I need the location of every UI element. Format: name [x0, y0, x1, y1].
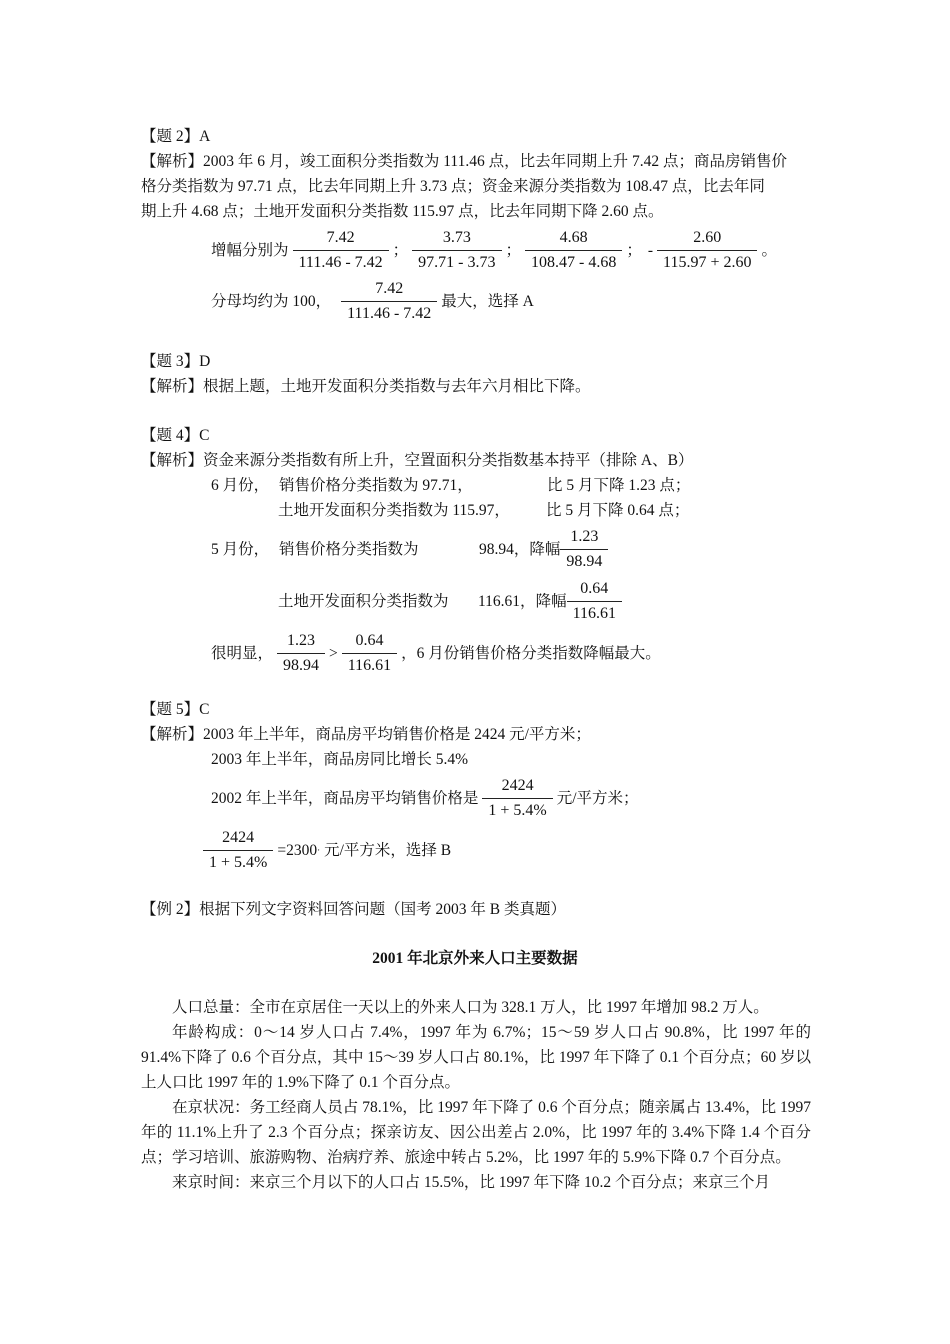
denominator: 1 + 5.4%: [482, 798, 552, 823]
june-sales: 销售价格分类指数为 97.71，: [279, 477, 473, 494]
q4-compare-left: [277, 629, 325, 678]
june-label: 6 月份，: [211, 477, 270, 494]
numerator: 7.42: [326, 228, 355, 246]
q4-section: [141, 423, 811, 679]
numerator: 7.42: [375, 279, 404, 297]
q3-section: [141, 349, 811, 399]
numerator: 2424: [501, 776, 534, 794]
may-label: 5 月份，: [211, 540, 270, 558]
separator: ；: [392, 241, 409, 259]
period: 。: [761, 241, 777, 259]
q2-analysis-line-3: 期上升 4.68 点；土地开发面积分类指数 115.97 点，比去年同期下降 2.60 点。: [141, 203, 664, 220]
q4-may-sales-fraction: [560, 525, 608, 574]
q2-analysis-line-1: 【解析】2003 年 6 月，竣工面积分类指数为 111.46 点，比去年同期上升 7.42 点；商品房销售价: [141, 153, 787, 170]
numerator: 0.64: [580, 579, 609, 597]
q2-analysis-line-2: 格分类指数为 97.71 点，比去年同期上升 3.73 点；资金来源分类指数为 108.47 点，比去年同: [141, 178, 765, 195]
drop-label: 降幅: [529, 540, 561, 558]
q4-may-land-fraction: [567, 577, 622, 626]
q3-analysis: 【解析】根据上题，土地开发面积分类指数与去年六月相比下降。: [141, 378, 591, 395]
obvious-label: 很明显，: [211, 644, 274, 662]
denominator: 115.97 + 2.60: [657, 250, 757, 275]
q2-max-text: 最大，选择 A: [441, 292, 534, 310]
q2-fraction-2: [412, 226, 501, 275]
q5-line3-pre: 2002 年上半年，商品房平均销售价格是: [211, 789, 479, 807]
numerator: 2.60: [693, 228, 722, 246]
q4-analysis: 【解析】资金来源分类指数有所上升，空置面积分类指数基本持平（排除 A、B）: [141, 452, 694, 469]
q5-result-post: 元/平方米，选择 B: [324, 841, 452, 859]
minus-sign: -: [647, 241, 654, 259]
q2-max-line: [141, 276, 811, 326]
q5-line-3: [141, 772, 811, 824]
q4-head: 【题 4】C: [141, 427, 210, 444]
q5-head: 【题 5】C: [141, 701, 210, 718]
q2-increase-line: [141, 224, 811, 276]
example2-title: 2001 年北京外来人口主要数据: [372, 950, 578, 967]
q2-denom-text: 分母均约为 100，: [211, 292, 332, 310]
q2-section: [141, 124, 811, 326]
numerator: 0.64: [355, 631, 384, 649]
example2-intro-text: 【例 2】根据下列文字资料回答问题（国考 2003 年 B 类真题）: [141, 901, 566, 918]
paragraph-age: 年龄构成：0～14 岁人口占 7.4%，1997 年为 6.7%；15～59 岁人口占 90.8%，比 1997 年的 91.4%下降了 0.6 个百分点，其中 15～39 岁人口占 80.1%，比 1997 年下降了 0.1 个百分点；60 岁以上人口比 1997 年的 1.9%下降了 0.1 个百分点。: [141, 1024, 811, 1091]
q3-head: 【题 3】D: [141, 353, 211, 370]
may-land: 土地开发面积分类指数为: [278, 592, 449, 610]
denominator: 97.71 - 3.73: [412, 250, 501, 275]
numerator: 4.68: [559, 228, 588, 246]
denominator: 98.94: [560, 549, 608, 574]
q4-conclusion: ，6 月份销售价格分类指数降幅最大。: [401, 644, 661, 662]
denominator: 98.94: [277, 653, 325, 678]
q2-max-fraction: [341, 277, 437, 326]
q4-june-sales-line: [141, 473, 811, 498]
denominator: 108.47 - 4.68: [525, 250, 622, 275]
q5-section: [141, 697, 811, 876]
q4-may-land-line: [141, 575, 811, 627]
june-land: 土地开发面积分类指数为 115.97，: [278, 502, 510, 519]
numerator: 2424: [222, 828, 255, 846]
june-sales-change: 比 5 月下降 1.23 点；: [547, 477, 691, 494]
q4-compare-right: [342, 629, 397, 678]
denominator: 116.61: [342, 653, 397, 678]
separator: ；: [505, 241, 522, 259]
q5-fraction: [482, 774, 552, 823]
may-sales-value: 98.94，: [479, 540, 530, 558]
denominator: 1 + 5.4%: [203, 850, 273, 875]
q5-result-line: $\frac{2424}{1 + 5.4\%}$ =2300 · 元/平方米，选择 B: [141, 824, 811, 876]
numerator: 1.23: [570, 527, 599, 545]
q2-fraction-4: [657, 226, 757, 275]
example2-body: [141, 995, 811, 1195]
q2-fraction-3: [525, 226, 622, 275]
example2-intro: [141, 897, 811, 922]
q5-analysis: 【解析】2003 年上半年，商品房平均销售价格是 2424 元/平方米；: [141, 726, 591, 743]
paragraph-arrival: 来京时间：来京三个月以下的人口占 15.5%，比 1997 年下降 10.2 个百分点；来京三个月: [172, 1174, 771, 1191]
q5-line3-post: 元/平方米；: [556, 789, 639, 807]
q2-increase-label: 增幅分别为: [211, 241, 289, 259]
separator: ；: [626, 241, 642, 259]
q2-fraction-1: [293, 226, 389, 275]
paragraph-population: 人口总量：全市在京居住一天以上的外来人口为 328.1 万人，比 1997 年增加 98.2 万人。: [172, 999, 769, 1016]
numerator: 3.73: [442, 228, 471, 246]
drop-label: 降幅: [535, 592, 567, 610]
paragraph-status: 在京状况：务工经商人员占 78.1%，比 1997 年下降了 0.6 个百分点；随亲属占 13.4%，比 1997 年的 11.1%上升了 2.3 个百分点；探亲访友、因公出差占 2.0%，比 1997 年的 3.4%下降 1.4 个百分点；学习培训、旅游购物、治病疗养、旅途中转占 5.2%，比 1997 年的 5.9%下降 0.7 个百分点。: [141, 1099, 811, 1166]
q4-may-sales-line: [141, 523, 811, 575]
numerator: 1.23: [287, 631, 316, 649]
may-sales: 销售价格分类指数为: [279, 540, 419, 558]
q4-june-land-line: [141, 498, 811, 523]
q5-line-2: 2003 年上半年，商品房同比增长 5.4%: [211, 751, 469, 768]
june-land-change: 比 5 月下降 0.64 点；: [546, 502, 690, 519]
greater-than: >: [329, 644, 338, 662]
denominator: 111.46 - 7.42: [341, 301, 437, 326]
q5-result-fraction: [203, 826, 273, 875]
may-land-value: 116.61，: [478, 592, 536, 610]
q5-result-value: =2300: [277, 841, 318, 859]
q4-comparison-line: [141, 627, 811, 679]
denominator: 116.61: [567, 601, 622, 626]
denominator: 111.46 - 7.42: [293, 250, 389, 275]
q2-head: 【题 2】A: [141, 128, 211, 145]
